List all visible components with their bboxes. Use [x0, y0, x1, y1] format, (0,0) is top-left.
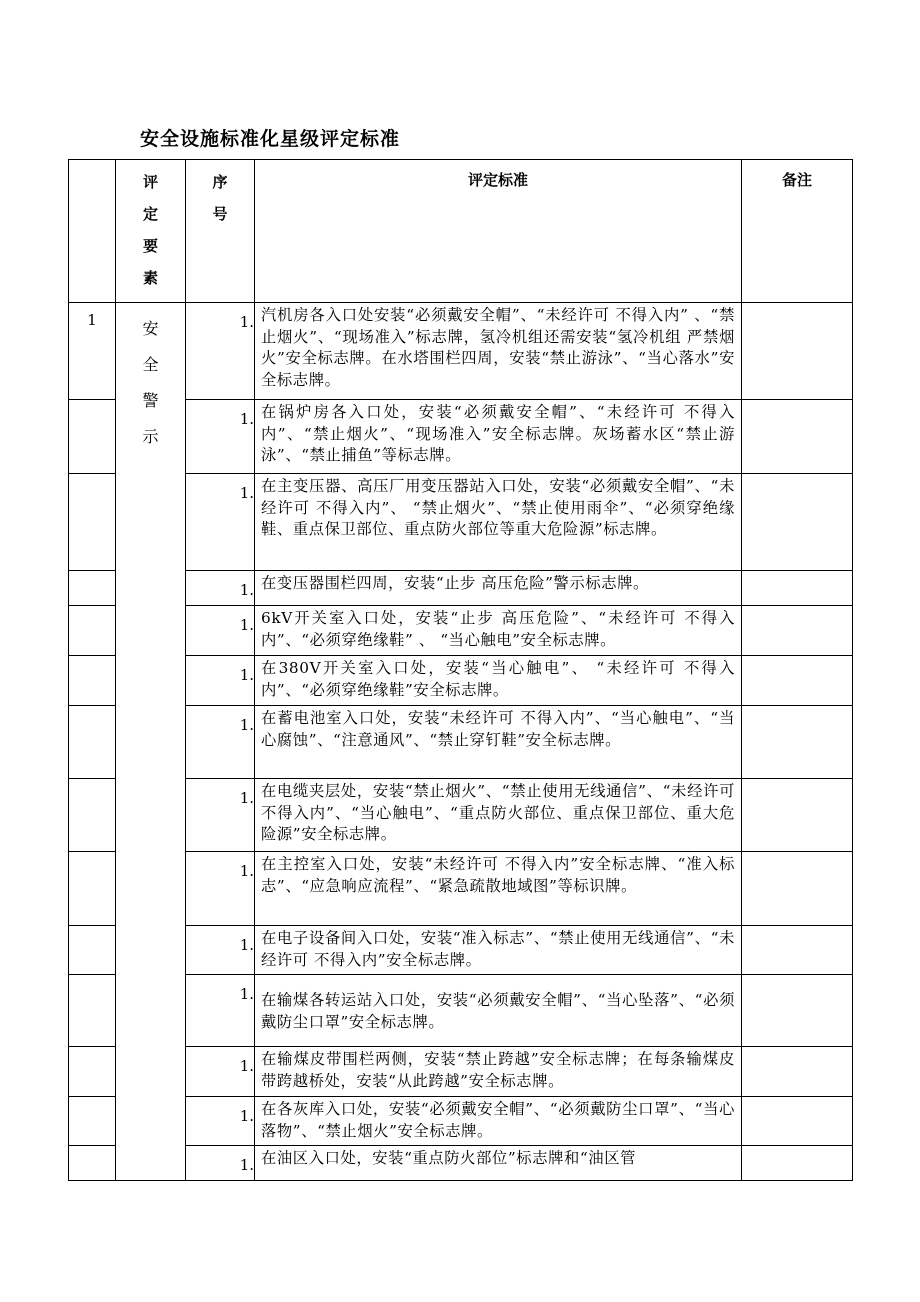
row-number — [69, 1047, 116, 1097]
table-row — [69, 1146, 853, 1181]
row-seq: 1. — [186, 975, 255, 1047]
header-seq — [186, 160, 255, 303]
header-element-char: 定 — [142, 205, 158, 223]
row-number — [69, 1097, 116, 1146]
row-criteria: 在主控室入口处，安装“未经许可 不得入内”安全标志牌、“准入标志”、“应急响应流程”、“紧急疏散地域图”等标识牌。 — [255, 852, 742, 926]
row-seq: 1. — [186, 571, 255, 606]
row-criteria: 在蓄电池室入口处，安装“未经许可 不得入内”、“当心触电”、“当心腐蚀”、“注意通风”、“禁止穿钉鞋”安全标志牌。 — [255, 706, 742, 779]
group-element — [116, 303, 186, 1181]
table-header-row — [69, 160, 853, 303]
header-number — [69, 160, 116, 303]
row-criteria: 在输煤皮带围栏两侧，安装“禁止跨越”安全标志牌；在每条输煤皮带跨越桥处，安装“从此跨越”安全标志牌。 — [255, 1047, 742, 1097]
row-number — [69, 779, 116, 852]
row-criteria: 在锅炉房各入口处，安装“必须戴安全帽”、“未经许可 不得入内”、“禁止烟火”、“现场准入”安全标志牌。灰场蓄水区“禁止游泳”、“禁止捕鱼”等标志牌。 — [255, 400, 742, 474]
table-row — [69, 926, 853, 975]
row-note — [742, 1146, 853, 1181]
table-row — [69, 779, 853, 852]
group-element-char: 全 — [142, 355, 159, 374]
row-note — [742, 571, 853, 606]
group-number: 1 — [69, 303, 116, 400]
table-row — [69, 1047, 853, 1097]
page-title: 安全设施标准化星级评定标准 — [140, 128, 401, 150]
row-number — [69, 656, 116, 706]
row-seq: 1. — [186, 1097, 255, 1146]
table-row — [69, 1097, 853, 1146]
row-note — [742, 975, 853, 1047]
row-number — [69, 474, 116, 571]
row-seq: 1. — [186, 706, 255, 779]
row-seq: 1. — [186, 400, 255, 474]
criteria-table — [68, 159, 853, 1181]
header-element-char: 评 — [142, 173, 158, 191]
row-seq: 1. — [186, 779, 255, 852]
row-seq: 1. — [186, 1146, 255, 1181]
row-criteria: 汽机房各入口处安装“必须戴安全帽”、“未经许可 不得入内” 、“禁止烟火”、“现场准入”标志牌，氢冷机组还需安装“氢冷机组 严禁烟火”安全标志牌。在水塔围栏四周，安装“禁止游泳”、“当心落水”安全标志牌。 — [255, 303, 742, 400]
row-criteria: 在各灰库入口处，安装“必须戴安全帽”、“必须戴防尘口罩”、“当心落物”、“禁止烟火”安全标志牌。 — [255, 1097, 742, 1146]
row-note — [742, 779, 853, 852]
header-element-char: 素 — [142, 269, 158, 287]
row-number — [69, 852, 116, 926]
table-row — [69, 303, 853, 400]
row-number — [69, 606, 116, 656]
header-seq-char: 序 — [212, 173, 228, 191]
row-number — [69, 706, 116, 779]
row-seq: 1. — [186, 474, 255, 571]
group-element-char: 安 — [142, 319, 159, 338]
row-number — [69, 975, 116, 1047]
row-note — [742, 1047, 853, 1097]
row-seq: 1. — [186, 852, 255, 926]
header-seq-char: 号 — [212, 205, 228, 223]
row-criteria: 在380V开关室入口处，安装“当心触电”、 “未经许可 不得入内”、“必须穿绝缘鞋”安全标志牌。 — [255, 656, 742, 706]
row-note — [742, 926, 853, 975]
header-criteria: 评定标准 — [255, 160, 742, 303]
row-seq: 1. — [186, 303, 255, 400]
row-note — [742, 303, 853, 400]
row-criteria: 在电子设备间入口处，安装“准入标志”、“禁止使用无线通信”、“未经许可 不得入内”安全标志牌。 — [255, 926, 742, 975]
table-row — [69, 852, 853, 926]
row-number — [69, 926, 116, 975]
row-note — [742, 1097, 853, 1146]
row-criteria: 在电缆夹层处，安装“禁止烟火”、“禁止使用无线通信”、“未经许可 不得入内”、“当心触电”、“重点防火部位、重点保卫部位、重大危险源”安全标志牌。 — [255, 779, 742, 852]
table-row — [69, 571, 853, 606]
group-element-char: 示 — [142, 427, 159, 446]
row-criteria: 在油区入口处，安装“重点防火部位”标志牌和“油区管 — [255, 1146, 742, 1181]
row-note — [742, 656, 853, 706]
row-seq: 1. — [186, 606, 255, 656]
header-element-char: 要 — [142, 237, 158, 255]
row-criteria: 在变压器围栏四周，安装“止步 高压危险”警示标志牌。 — [255, 571, 742, 606]
row-note — [742, 706, 853, 779]
table-row — [69, 400, 853, 474]
table-row — [69, 606, 853, 656]
row-number — [69, 400, 116, 474]
row-note — [742, 474, 853, 571]
row-criteria: 在输煤各转运站入口处，安装“必须戴安全帽”、“当心坠落”、“必须戴防尘口罩”安全标志牌。 — [255, 975, 742, 1047]
header-notes: 备注 — [742, 160, 853, 303]
table-row — [69, 474, 853, 571]
table-row — [69, 706, 853, 779]
group-element-char: 警 — [142, 391, 159, 410]
row-seq: 1. — [186, 1047, 255, 1097]
row-note — [742, 400, 853, 474]
row-note — [742, 606, 853, 656]
row-number — [69, 1146, 116, 1181]
row-note — [742, 852, 853, 926]
row-criteria: 在主变压器、高压厂用变压器站入口处，安装“必须戴安全帽”、“未经许可 不得入内”、 “禁止烟火”、“禁止使用雨伞”、“必须穿绝缘鞋、重点保卫部位、重点防火部位等重大危险源”标志牌。 — [255, 474, 742, 571]
row-seq: 1. — [186, 926, 255, 975]
table-row — [69, 975, 853, 1047]
row-criteria: 6kV开关室入口处，安装“止步 高压危险”、“未经许可 不得入内”、“必须穿绝缘鞋” 、 “当心触电”安全标志牌。 — [255, 606, 742, 656]
row-number — [69, 571, 116, 606]
row-seq: 1. — [186, 656, 255, 706]
header-element — [116, 160, 186, 303]
table-row — [69, 656, 853, 706]
